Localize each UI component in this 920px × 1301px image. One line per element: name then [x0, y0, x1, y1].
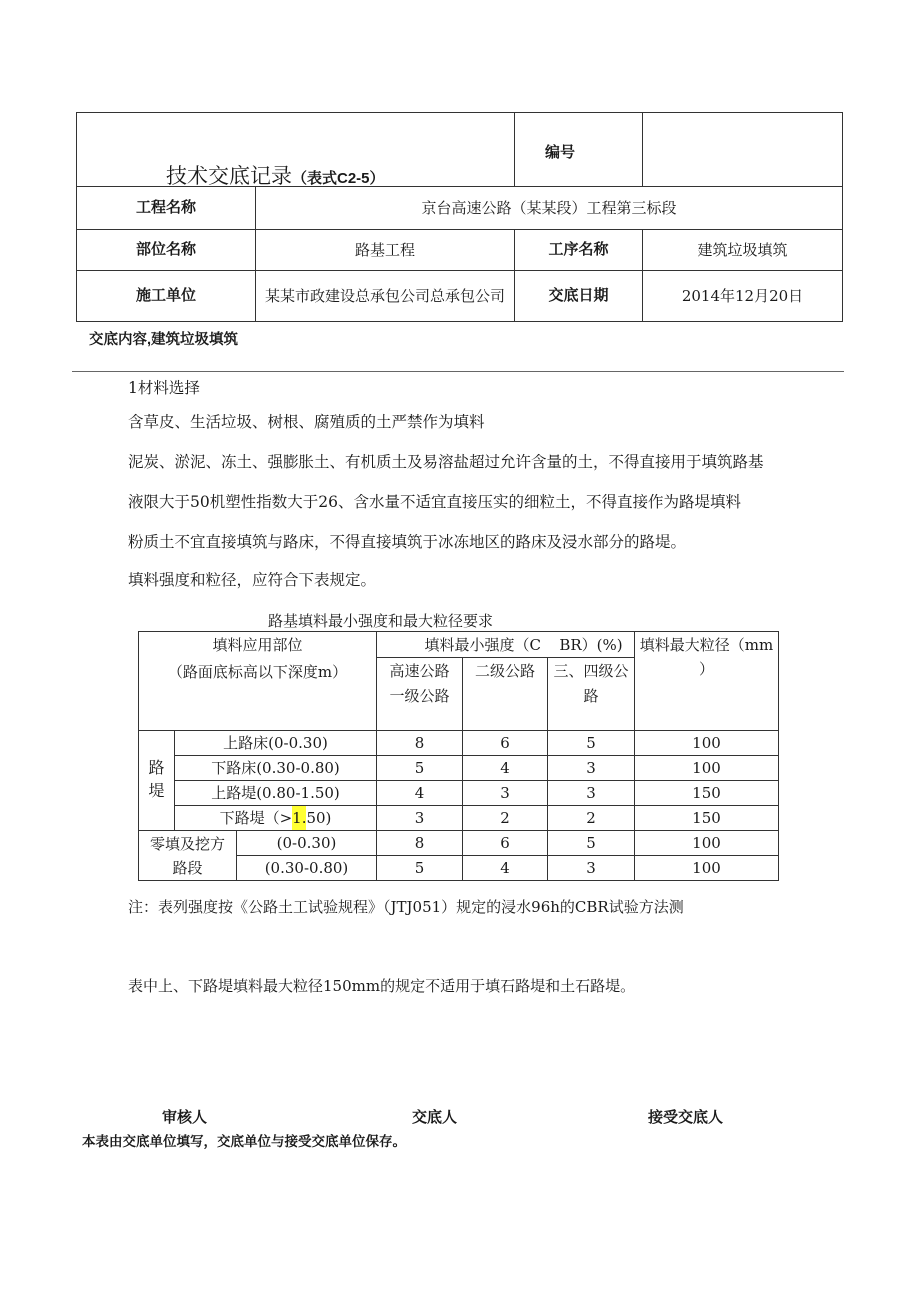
project-name-value: 京台高速公路（某某段）工程第三标段 [421, 199, 677, 217]
sub-highway-b: 一级公路 [389, 687, 450, 705]
table-note: 注：表列强度按《公路土工试验规程》（JTJ051）规定的浸水96h的CBR试验方法测 [128, 898, 684, 916]
row-5-v2: 6 [500, 834, 510, 852]
fill-table-title: 路基填料最小强度和最大粒径要求 [268, 612, 494, 630]
sub-third-a: 三、四级公 [553, 662, 629, 680]
row-2-v2: 4 [500, 759, 510, 777]
group-zero-a: 零填及挖方 [149, 834, 225, 853]
paragraph-4: 液限大于50机塑性指数大于26、含水量不适宜直接压实的细粒土，不得直接作为路堤填料 [128, 493, 741, 511]
discloser-label: 交底人 [412, 1109, 458, 1126]
row-2-v1: 5 [414, 759, 425, 777]
content-heading: 交底内容,建筑垃圾填筑 [89, 332, 239, 348]
paragraph-1: 1材料选择 [128, 379, 200, 397]
row-4-v3: 2 [586, 809, 596, 827]
row-5-size: 100 [692, 834, 721, 852]
row-6-v3: 3 [586, 859, 596, 877]
row-4-v1: 3 [414, 809, 425, 827]
group-embankment-b: 堤 [148, 781, 165, 800]
date-value: 2014年12月20日 [681, 287, 804, 305]
row-1-v3: 5 [586, 734, 596, 752]
row-2-part: 下路床(0.30-0.80) [211, 759, 340, 777]
row-4-v2: 2 [500, 809, 510, 827]
col-max-size-b: ） [698, 659, 714, 678]
row-3-part: 上路堤(0.80-1.50) [211, 784, 340, 802]
col-position-sub: （路面底标高以下深度m） [167, 663, 348, 681]
project-name-label: 工程名称 [135, 199, 196, 216]
row-3-v1: 4 [414, 784, 425, 802]
receiver-label: 接受交底人 [648, 1109, 724, 1126]
number-label: 编号 [544, 144, 575, 161]
row-1-v2: 6 [500, 734, 510, 752]
row-4-part-suffix: 50) [306, 809, 332, 827]
col-max-size-a: 填料最大粒径（mm [639, 635, 774, 654]
paragraph-6: 填料强度和粒径，应符合下表规定。 [128, 571, 377, 589]
row-6-size: 100 [692, 859, 721, 877]
number-value [643, 113, 842, 186]
form-code: （表式C2-5） [292, 170, 385, 187]
contractor-value: 某某市政建设总承包公司总承包公司 [264, 287, 505, 305]
col-strength-b: BR）(%) [559, 635, 623, 654]
row-6-v1: 5 [414, 859, 425, 877]
sub-highway-a: 高速公路 [389, 662, 450, 680]
paragraph-5: 粉质土不宜直接填筑与路床，不得直接填筑于冰冻地区的路床及浸水部分的路堤。 [128, 533, 687, 551]
sub-second: 二级公路 [474, 662, 535, 680]
row-6-part: (0.30-0.80) [264, 859, 349, 877]
row-2-v3: 3 [586, 759, 596, 777]
row-1-part: 上路床(0-0.30) [223, 734, 328, 752]
part-name-label: 部位名称 [135, 241, 196, 258]
row-1-size: 100 [692, 734, 721, 752]
row-3-size: 150 [692, 784, 721, 802]
form-title [166, 160, 385, 190]
process-name-value: 建筑垃圾填筑 [697, 241, 788, 259]
group-zero-b: 路段 [172, 859, 203, 877]
reviewer-label: 审核人 [162, 1109, 208, 1126]
part-name-value: 路基工程 [354, 241, 415, 259]
paragraph-3: 泥炭、淤泥、冻土、强膨胀土、有机质土及易溶盐超过允许含量的土，不得直接用于填筑路基 [128, 453, 764, 471]
row-4-part [175, 806, 376, 830]
group-embankment-a: 路 [148, 758, 165, 777]
form-title-text: 技术交底记录 [166, 164, 292, 188]
row-4-size: 150 [692, 809, 721, 827]
content-divider [72, 371, 844, 372]
row-5-v1: 8 [414, 834, 425, 852]
row-5-v3: 5 [586, 834, 596, 852]
row-3-v2: 3 [500, 784, 510, 802]
sub-third-b: 路 [583, 687, 599, 705]
col-strength-a: 填料最小强度（C [424, 635, 541, 654]
process-name-label: 工序名称 [548, 241, 609, 258]
paragraph-2: 含草皮、生活垃圾、树根、腐殖质的土严禁作为填料 [128, 413, 485, 431]
row-2-size: 100 [692, 759, 721, 777]
row-3-v3: 3 [586, 784, 596, 802]
row-5-part: (0-0.30) [276, 834, 337, 852]
remark: 表中上、下路堤填料最大粒径150mm的规定不适用于填石路堤和土石路堤。 [128, 977, 636, 995]
row-4-part-highlight: 1. [292, 806, 306, 830]
contractor-label: 施工单位 [135, 287, 196, 304]
row-6-v2: 4 [500, 859, 510, 877]
footer-note: 本表由交底单位填写，交底单位与接受交底单位保存。 [82, 1134, 406, 1149]
row-1-v1: 8 [414, 734, 425, 752]
date-label: 交底日期 [548, 287, 609, 304]
row-4-part-prefix: 下路堤（> [219, 809, 293, 827]
col-position: 填料应用部位 [212, 636, 303, 654]
